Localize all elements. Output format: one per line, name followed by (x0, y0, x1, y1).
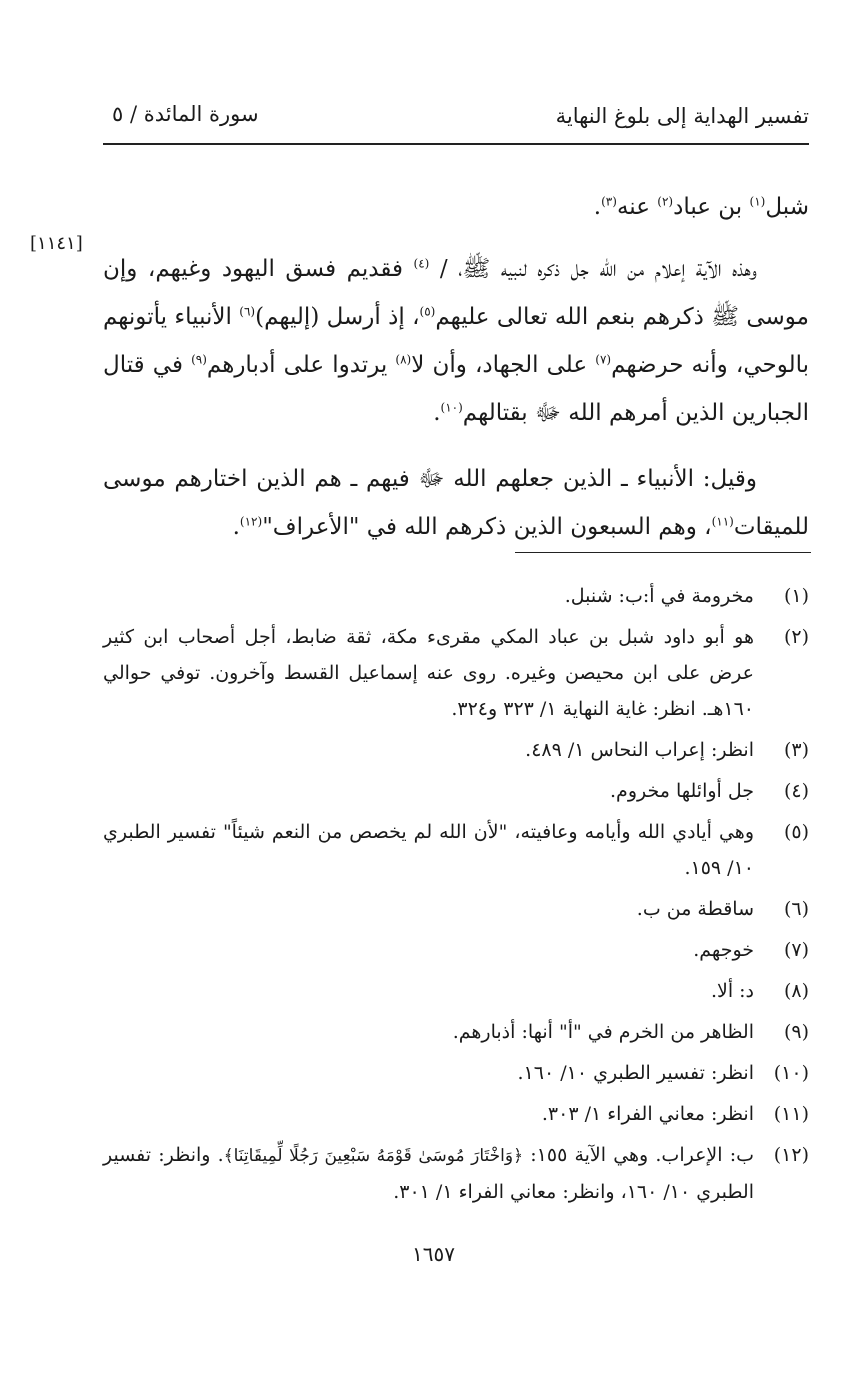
footnote (103, 1096, 809, 1132)
footnote (103, 1055, 809, 1091)
footnote-ref: (١١) (711, 514, 734, 529)
footnote-ref: (١) (749, 194, 766, 209)
body-text-span: ، وهم السبعون الذين ذكرهم الله في "الأعراف" (262, 514, 712, 540)
footnote-number: (٤) (783, 780, 809, 802)
footnote-ref: (٣) (601, 194, 617, 209)
quran-verse-quote: ﴿وَاخْتَارَ مُوسَىٰ قَوْمَهُ سَبْعِينَ رَجُلًا لِّمِيقَاتِنَا﴾ (223, 1146, 524, 1166)
footnote-number: (٨) (783, 980, 809, 1002)
footnote-text: انظر: تفسير الطبري ١٠/ ١٦٠. (517, 1062, 754, 1084)
footnote-ref: (٢) (657, 194, 674, 209)
page-number: ١٦٥٧ (412, 1242, 455, 1266)
footnote-number: (٩) (783, 1021, 809, 1043)
footnote-number: (١٢) (773, 1144, 809, 1166)
footnote-ref: (٥) (419, 304, 436, 319)
footnote-number: (٧) (783, 939, 809, 961)
footnote-ref: (٩) (191, 352, 207, 367)
body-text-span: ، إذ أرسل (إليهم) (255, 304, 420, 330)
footnote-text: د: ألا. (710, 980, 754, 1002)
body-text-span: بن عباد (673, 194, 750, 220)
footnote-text: . وانظر: تفسير الطبري ١٠/ ١٦٠، وانظر: معاني الفراء ١/ ٣٠١. (103, 1144, 754, 1203)
footnote-number: (١) (783, 585, 809, 607)
body-paragraph-1 (103, 183, 809, 231)
body-paragraph-2 (103, 245, 809, 437)
footnote-number: (١١) (773, 1103, 809, 1125)
footnote (103, 891, 809, 927)
footnote-ref: (٦) (239, 304, 256, 319)
footnote-text: هو أبو داود شبل بن عباد المكي مقرىء مكة، ثقة ضابط، أجل أصحاب ابن كثير عرض على ابن محيصن وغيره. روى عنه إسماعيل القسط وآخرون. توفي حوالي ١٦٠هـ. انظر: غاية النهاية ١/ ٣٢٣ و٣٢٤. (103, 626, 754, 720)
header-divider (103, 143, 809, 145)
footnote (103, 773, 809, 809)
footnote-ref: (٨) (395, 352, 412, 367)
footnote-ref: (١٠) (440, 400, 463, 415)
footnotes-section (103, 578, 809, 1215)
footnote-ref: (١٢) (239, 514, 263, 529)
body-text-span: يرتدوا على أدبارهم (206, 352, 396, 378)
running-header-surah: سورة المائدة / ٥ (112, 102, 259, 126)
footnote-text: الظاهر من الخرم في "أ" أنها: أذبارهم. (452, 1021, 754, 1043)
footnote-text: ب: الإعراب. وهي الآية ١٥٥: (523, 1144, 754, 1166)
body-text-span: . (593, 194, 602, 220)
footnote (103, 814, 809, 886)
footnote (103, 619, 809, 727)
body-text-span: فقديم فسق اليهود وغيهم، وإن موسى ﷺ ذكرهم بنعم الله تعالى عليهم (103, 256, 809, 330)
footnote-number: (١٠) (773, 1062, 809, 1084)
body-text-span: على الجهاد، وأن لا (411, 352, 596, 378)
footnote-text: ساقطة من ب. (636, 898, 754, 920)
footnote-text: جل أوائلها مخروم. (610, 780, 754, 802)
body-text-span: . (433, 400, 441, 426)
footnote (103, 932, 809, 968)
body-text-span: . (232, 514, 240, 540)
footnote-text: وهي أيادي الله وأيامه وعافيته، "لأن الله لم يخصص من النعم شيئاً" تفسير الطبري ١٠/ ١٥٩. (103, 821, 754, 879)
footnote-divider (515, 552, 811, 553)
footnote-number: (٦) (783, 898, 809, 920)
footnote (103, 1014, 809, 1050)
body-text-span: عنه (616, 194, 658, 220)
footnote (103, 1137, 809, 1210)
body-text-span: شبل (765, 194, 809, 220)
footnote (103, 973, 809, 1009)
footnote (103, 732, 809, 768)
footnote-number: (٥) (783, 821, 809, 843)
footnote-ref: (٤) (413, 256, 430, 271)
body-text-span: الأنبياء يأتونهم بالوحي، وأنه حرضهم (103, 304, 810, 378)
footnote-text: خوجهم. (693, 939, 754, 961)
footnote-ref: (٧) (595, 352, 612, 367)
body-text-span: وهذه الآية إعلام من الله جل ذكره لنبيه ﷺ، / (429, 256, 757, 282)
manuscript-folio-marker: [١١٤١] (30, 233, 83, 254)
body-text-span: وقيل: الأنبياء ـ الذين جعلهم الله ﷻ فيهم ـ هم الذين اختارهم موسى للميقات (103, 466, 809, 540)
footnote (103, 578, 809, 614)
footnote-text: انظر: معاني الفراء ١/ ٣٠٣. (541, 1103, 754, 1125)
body-text-span: في قتال الجبارين الذين أمرهم الله ﷻ بقتالهم (103, 352, 809, 426)
footnote-number: (٣) (783, 739, 809, 761)
footnote-text: مخرومة في أ:ب: شنبل. (564, 585, 754, 607)
footnote-number: (٢) (783, 626, 809, 648)
footnote-text: انظر: إعراب النحاس ١/ ٤٨٩. (525, 739, 754, 761)
running-header-title: تفسير الهداية إلى بلوغ النهاية (555, 104, 809, 128)
body-paragraph-3 (103, 455, 809, 551)
